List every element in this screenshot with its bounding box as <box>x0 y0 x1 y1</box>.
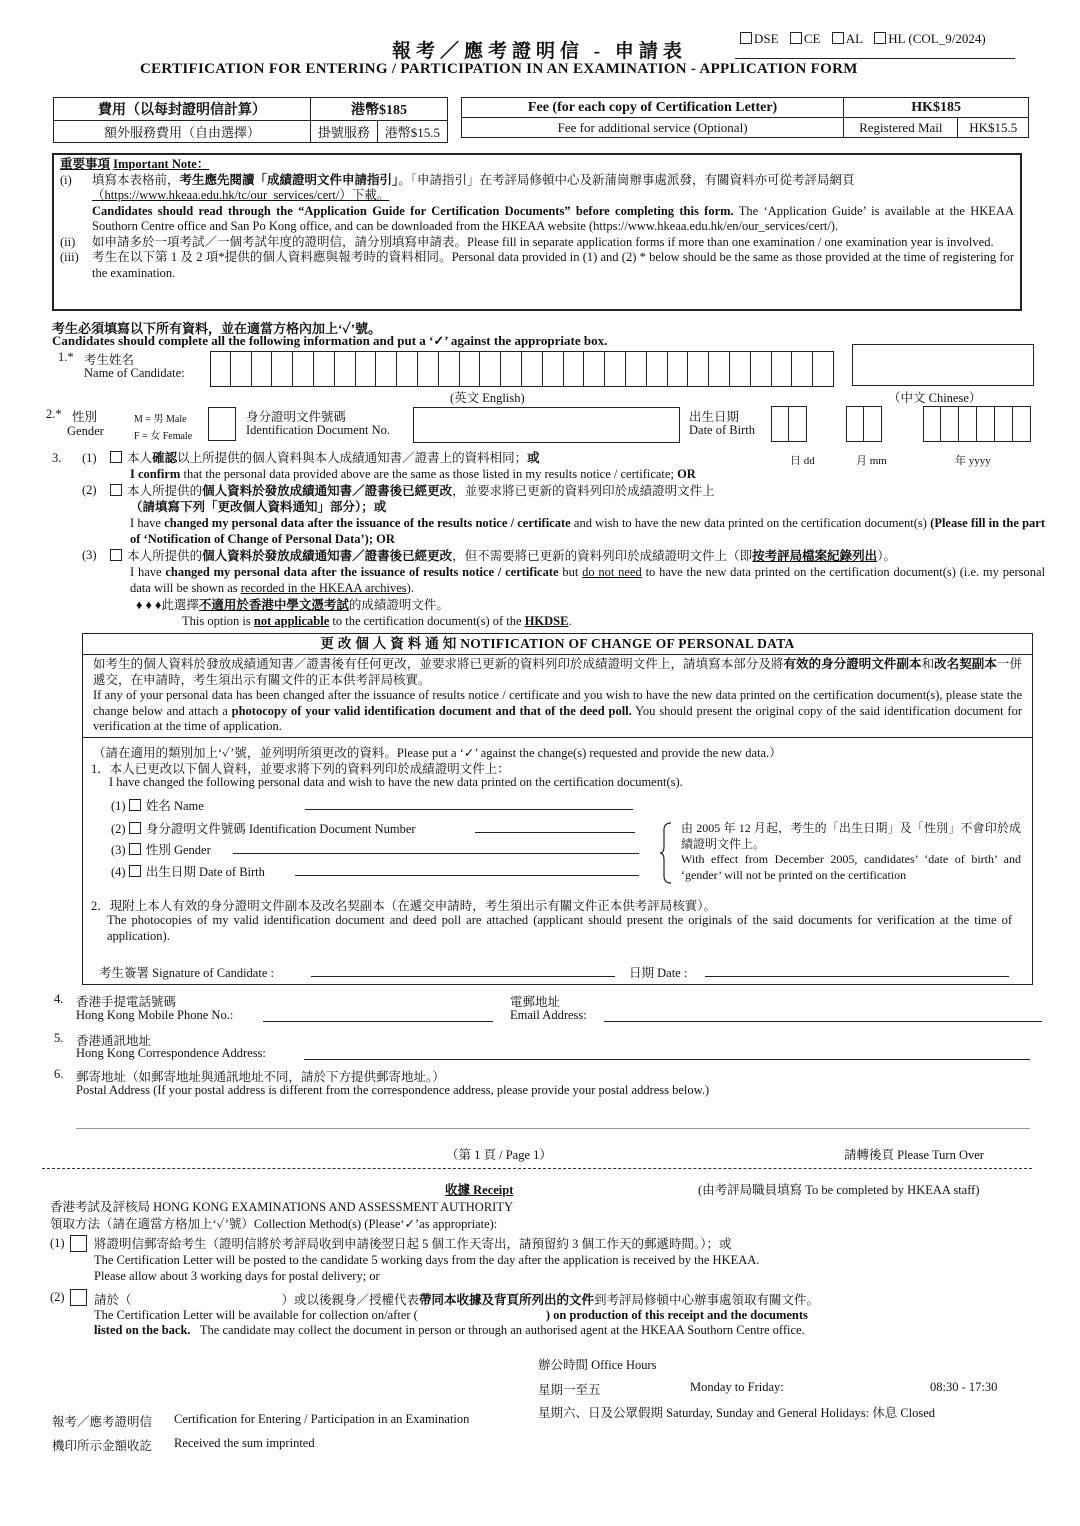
gender-label-zh: 性別 <box>72 410 98 424</box>
note-heading-en: Important Note： <box>113 157 210 171</box>
receipt-authority: 香港考試及評核局 HONG KONG EXAMINATIONS AND ASSESSMENT AUTHORITY <box>50 1200 513 1214</box>
dob-gender-notice <box>681 821 1021 883</box>
notification-intro <box>83 655 1032 738</box>
method2-checkbox[interactable] <box>70 1289 87 1306</box>
note-i-en: Candidates should read through the “Application Guide for Certification Documents” before completing this form. <box>92 203 734 218</box>
name-char-cell[interactable] <box>335 351 356 387</box>
method2-en-a: The Certification Letter will be available for collection on/after ( <box>94 1308 418 1322</box>
note-i-en-b: The ‘Application Guide’ is available at the HKEAA Southorn Centre office and San Po Kong office, and can be downloaded from the HKEAA website (https://www.hkeaa.edu.hk/en/our_services/cert/). <box>92 203 1014 233</box>
registered-mail-amount-en: HK$15.5 <box>958 118 1029 138</box>
receipt-sum-en: Received the sum imprinted <box>174 1436 315 1450</box>
change-gender-label: 性別 Gender <box>145 843 211 857</box>
notification-p1-zh: 1．本人已更改以下個人資料，並要求將下列的資料列印於成績證明文件上： <box>91 762 510 776</box>
change-gender-row <box>111 840 211 858</box>
option1-num: (1) <box>82 451 97 465</box>
intro-zh-a: 如考生的個人資料於發放成績通知書／證書後有任何更改，並要求將已更新的資料列印於成績證明文件上，請填寫本部分及將 <box>93 657 784 671</box>
method1-num: (1) <box>50 1236 65 1250</box>
change-id-num: (2) <box>111 822 126 836</box>
dob-yyyy-label: 年 yyyy <box>955 455 991 467</box>
option2-checkbox[interactable] <box>110 484 122 496</box>
name-chinese-input[interactable] <box>852 344 1034 386</box>
note-item-i <box>60 173 1014 235</box>
o3-zh-d: ）。 <box>877 549 896 563</box>
change-name-label: 姓名 Name <box>145 799 204 813</box>
address-label-en: Hong Kong Correspondence Address: <box>76 1046 266 1060</box>
name-char-cell[interactable] <box>439 351 460 387</box>
office-hours-title: 辦公時間 Office Hours <box>538 1358 657 1372</box>
o3-zh-b: ，但不需要將已更新的資料列印於成績證明文件上（即 <box>452 549 753 563</box>
name-char-cell[interactable] <box>501 351 522 387</box>
method1 <box>94 1236 759 1284</box>
intro-en-a: If any of your personal data has been changed after the issuance of results notice / certificate and you wish to have the new data printed on the certification document(s), please state the change below and attach a <box>93 688 1022 718</box>
registered-mail-en: Registered Mail <box>844 118 958 138</box>
note-i-zh-a: 填寫本表格前， <box>92 172 180 187</box>
method1-en1: The Certification Letter will be posted to the candidate 5 working days from the day after the application is received by the HKEAA. <box>94 1253 760 1267</box>
office-hours-weekend: 星期六、日及公眾假期 Saturday, Sunday and General Holidays: 休息 Closed <box>538 1406 936 1420</box>
o3-en-bold: changed my personal data after the issuance of results notice / certificate <box>165 565 559 579</box>
dse-en-b: not applicable <box>253 614 330 628</box>
turn-over: 請轉後頁 Please Turn Over <box>844 1148 984 1162</box>
note-item-i-num: (i) <box>60 172 72 187</box>
method2-en-b: The candidate may collect the document in person or through an authorised agent at the HKEAA Southorn Centre office. <box>199 1323 805 1337</box>
method2-num: (2) <box>50 1290 65 1304</box>
phone-label-zh: 香港手提電話號碼 <box>76 995 177 1009</box>
o3-zh-a: 本人所提供的 <box>127 549 203 563</box>
fee-extra-zh: 額外服務費用（自由選擇） <box>54 121 311 143</box>
tear-off-line <box>42 1168 1032 1169</box>
notification-box <box>82 633 1033 985</box>
name-char-cell[interactable] <box>730 351 751 387</box>
change-dob-row <box>111 862 265 880</box>
exam-dse-checkbox[interactable] <box>740 32 752 44</box>
note-item-iii-num: (iii) <box>60 250 79 264</box>
o1-zh-bold: 確認 <box>152 451 178 465</box>
change-dob-label: 出生日期 Date of Birth <box>145 865 265 879</box>
name-char-cell[interactable] <box>314 351 335 387</box>
postal-label-en: Postal Address (If your postal address is different from the correspondence address, please provide your postal address below.) <box>76 1083 710 1097</box>
change-id-checkbox[interactable] <box>129 822 141 834</box>
phone-input[interactable] <box>263 1021 493 1022</box>
gender-male-legend: M = 男 Male <box>134 414 187 425</box>
note-item-ii <box>60 235 1014 251</box>
dse-zh-c: 的成績證明文件。 <box>348 598 449 612</box>
notification-p2-zh: 2．現附上本人有效的身分證明文件副本及改名契副本（在遞交申請時，考生須出示有關文件正本供考評局核實）。 <box>91 899 717 913</box>
name-char-cell[interactable] <box>252 351 273 387</box>
exam-al-checkbox[interactable] <box>832 32 844 44</box>
dob-mm-label: 月 mm <box>856 455 887 467</box>
receipt-title: 收據 Receipt <box>445 1183 514 1197</box>
fee-label-en: Fee (for each copy of Certification Letter) <box>462 98 844 118</box>
o2-en-a: I have <box>130 516 161 530</box>
change-gender-num: (3) <box>111 843 126 857</box>
receipt-cert-en: Certification for Entering / Participation in an Examination <box>174 1412 470 1426</box>
form-title-zh: 報考／應考證明信 - 申請表 <box>392 41 687 62</box>
office-hours-weekday-time: 08:30 - 17:30 <box>930 1380 998 1394</box>
option2 <box>110 483 1045 547</box>
id-label-zh: 身分證明文件號碼 <box>246 410 347 424</box>
name-label-zh: 考生姓名 <box>84 353 135 367</box>
method2-zh-b: ）或以後親身／授權代表 <box>281 1293 420 1307</box>
change-name-num: (1) <box>111 799 126 813</box>
option3-num: (3) <box>82 548 97 562</box>
dse-en-e: . <box>568 614 572 628</box>
dob-dd-label: 日 dd <box>790 455 815 467</box>
instructions-en: Candidates should complete all the following information and put a ‘✓’ against the appropriate box. <box>52 333 608 348</box>
o1-en: that the personal data provided above are the same as those listed in my results notice / certificate; <box>183 466 674 481</box>
o3-zh-bold: 個人資料於發放成績通知書／證書後已經更改 <box>202 549 453 563</box>
dob-label-zh: 出生日期 <box>689 410 740 424</box>
exam-hl-checkbox[interactable] <box>874 32 886 44</box>
o1-zh-b: 以上所提供的個人資料與本人成績通知書／證書上的資料相同； <box>177 451 528 465</box>
o3-en-a: I have <box>130 565 162 579</box>
fee-label-zh: 費用（以每封證明信計算） <box>54 98 311 121</box>
intro-zh-b: 和 <box>921 657 935 671</box>
name-char-cell[interactable] <box>210 351 231 387</box>
name-char-cell[interactable] <box>293 351 314 387</box>
name-char-cell[interactable] <box>231 351 252 387</box>
change-dob-checkbox[interactable] <box>129 865 141 877</box>
email-label-en: Email Address: <box>510 1008 587 1022</box>
o2-en-bold: changed my personal data after the issuance of the results notice / certificate <box>164 516 571 530</box>
o2-zh-c: （請填寫下列「更改個人資料通知」部分）；或 <box>130 500 387 514</box>
name-char-cell[interactable] <box>480 351 501 387</box>
o3-en-b: but <box>562 565 579 579</box>
exam-type-checkboxes <box>740 31 994 47</box>
o1-en-or: OR <box>677 466 696 481</box>
o1-zh-a: 本人 <box>127 451 153 465</box>
option1 <box>110 451 790 482</box>
change-id-line[interactable] <box>475 832 635 833</box>
fee-table-en <box>461 97 1029 138</box>
chinese-label: （中文 Chinese） <box>888 391 982 405</box>
exam-dse-label: DSE <box>754 31 779 46</box>
o1-zh-or: 或 <box>527 451 540 465</box>
note-item-iii <box>60 250 1014 281</box>
o2-en-c: (Please fill in the part of ‘Notification of Change of Personal Data’); OR <box>130 516 1045 546</box>
option3 <box>110 548 1045 596</box>
name-num: 1.* <box>58 350 74 364</box>
fee-amount-en: HK$185 <box>844 98 1029 118</box>
receipt-staff-note: (由考評局職員填寫 To be completed by HKEAA staff) <box>698 1183 980 1197</box>
registered-mail-amount-zh: 港幣$15.5 <box>377 121 447 143</box>
dse-en-d: HKDSE <box>524 614 569 628</box>
name-char-cell[interactable] <box>522 351 543 387</box>
notification-p2-en: The photocopies of my valid identification document and deed poll are attached (applicant should present the originals of the said documents for verification at the time of application). <box>107 913 1012 943</box>
gender-female-legend: F = 女 Female <box>134 431 193 442</box>
office-hours-weekday-en: Monday to Friday: <box>690 1380 784 1394</box>
postal-input[interactable] <box>76 1128 1030 1129</box>
note-ii-text: 如申請多於一項考試／一個考試年度的證明信，請分別填寫申請表。Please fill in separate application forms if more than one examination / one examination year is involved. <box>92 234 994 249</box>
note-i-zh-url[interactable]: （https://www.hkeaa.edu.hk/tc/our_services/cert/）下載。 <box>92 188 390 202</box>
name-char-cell[interactable] <box>397 351 418 387</box>
name-char-cell[interactable] <box>626 351 647 387</box>
method1-zh: 將證明信郵寄給考生（證明信將於考評局收到申請後翌日起 5 個工作天寄出，請預留約 3 個工作天的郵遞時間。）；或 <box>94 1237 732 1251</box>
name-char-cell[interactable] <box>709 351 730 387</box>
method2-en-row2 <box>94 1323 805 1338</box>
exam-al-label: AL <box>845 31 864 46</box>
o3-en-e: recorded in the HKEAA archives <box>240 581 407 595</box>
name-char-cell[interactable] <box>688 351 709 387</box>
note-iii-text: 考生在以下第 1 及 2 項*提供的個人資料應與報考時的資料相同。Personal data provided in (1) and (2) * below should be the same as those provided at the time of registering for the examination. <box>92 250 1014 280</box>
name-char-cell[interactable] <box>460 351 481 387</box>
notification-p1-en: I have changed the following personal data and wish to have the new data printed on the certification document(s). <box>109 775 683 789</box>
intro-zh-bold2: 改名契副本 <box>934 657 997 671</box>
important-note-box <box>52 153 1022 311</box>
name-char-cell[interactable] <box>356 351 377 387</box>
method2-en-bold2: listed on the back. <box>94 1323 191 1337</box>
name-char-cell[interactable] <box>792 351 813 387</box>
dob-day-input[interactable] <box>771 406 807 442</box>
method2-zh-a: 請於（ <box>94 1293 132 1307</box>
side-note-zh: 由 2005 年 12 月起，考生的「出生日期」及「性別」不會印於成績證明文件上。 <box>681 821 1021 851</box>
change-dob-line[interactable] <box>295 875 639 876</box>
dse-en-a: This option is <box>182 614 251 628</box>
date-label: 日期 Date : <box>629 966 688 980</box>
exam-ce-label: CE <box>803 31 821 46</box>
notification-header <box>83 634 1032 655</box>
phone-num: 4. <box>54 992 64 1006</box>
o1-en-bold: I confirm <box>130 466 181 481</box>
postal-num: 6. <box>54 1067 64 1081</box>
change-dob-num: (4) <box>111 865 126 879</box>
dse-en-c: to the certification document(s) of the <box>332 614 522 628</box>
id-number-input[interactable] <box>413 407 680 443</box>
dse-not-applicable <box>136 597 572 629</box>
name-char-cell[interactable] <box>272 351 293 387</box>
receipt-sum-zh: 機印所示金額收訖 <box>52 1439 153 1453</box>
exam-ce-checkbox[interactable] <box>790 32 802 44</box>
postal-label-zh: 郵寄地址（如郵寄地址與通訊地址不同，請於下方提供郵寄地址。） <box>76 1070 445 1084</box>
diamond-icon: ♦ ♦ ♦ <box>136 598 162 612</box>
method1-en2: Please allow about 3 working days for postal delivery; or <box>94 1269 380 1283</box>
name-char-cell[interactable] <box>647 351 668 387</box>
instructions-zh: 考生必須填寫以下所有資料，並在適當方格內加上‘✓’號。 <box>52 321 382 336</box>
method2-zh-c: 到考評局修頓中心辦事處領取有關文件。 <box>594 1293 820 1307</box>
address-input[interactable] <box>304 1059 1030 1060</box>
name-char-cell[interactable] <box>751 351 772 387</box>
id-label-en: Identification Document No. <box>246 423 391 437</box>
fee-amount-zh: 港幣$185 <box>310 98 447 121</box>
gender-num: 2.* <box>46 407 62 421</box>
fee-extra-en: Fee for additional service (Optional) <box>462 118 844 138</box>
method2-en-row1 <box>94 1308 808 1323</box>
o2-en-b: and wish to have the new data printed on the certification document(s) <box>573 516 927 530</box>
english-label: (英文 English) <box>450 391 525 405</box>
method2-zh <box>94 1290 819 1308</box>
name-label-en: Name of Candidate: <box>84 366 185 380</box>
change-id-row <box>111 819 416 837</box>
name-char-cell[interactable] <box>813 351 834 387</box>
o3-en-c: do not need <box>582 565 642 579</box>
intro-zh-bold1: 有效的身分證明文件副本 <box>783 657 922 671</box>
side-note-en: With effect from December 2005, candidates’ ‘date of birth’ and ‘gender’ will not be printed on the certification <box>681 852 1021 882</box>
change-name-row <box>111 796 204 814</box>
o3-en-f: ). <box>406 581 414 595</box>
option1-checkbox[interactable] <box>110 451 122 463</box>
email-label-zh: 電郵地址 <box>510 995 561 1009</box>
intro-en-bold: photocopy of your valid identification document and that of the deed poll. <box>231 703 632 718</box>
phone-label-en: Hong Kong Mobile Phone No.: <box>76 1008 234 1022</box>
intro-zh-c: 一併遞交，在申請時，考生須出示有關文件的正本供考評局核實。 <box>93 657 1022 687</box>
o2-zh-b: ，並要求將已更新的資料列印於成績證明文件上 <box>452 484 715 498</box>
o2-zh-a: 本人所提供的 <box>127 484 203 498</box>
name-char-cell[interactable] <box>584 351 605 387</box>
name-char-cell[interactable] <box>418 351 439 387</box>
signature-line[interactable] <box>311 976 615 977</box>
name-char-cell[interactable] <box>564 351 585 387</box>
note-heading-zh: 重要事項 <box>60 157 111 171</box>
registered-mail-zh: 掛號服務 <box>310 121 377 143</box>
o3-en-d: to have the new data printed on the certification document(s) (i.e. my personal data will be shown as <box>130 565 1046 595</box>
o2-zh-bold: 個人資料於發放成績通知書／證書後已經更改 <box>202 484 453 498</box>
dob-year-input[interactable] <box>923 406 1031 442</box>
name-char-cell[interactable] <box>376 351 397 387</box>
date-line[interactable] <box>705 976 1009 977</box>
intro-en-b: You should present the original copy of the said identification document for verification at the time of application. <box>93 703 1022 733</box>
notification-put-tick: （請在適用的類別加上‘✓’號，並列明所須更改的資料。Please put a ‘✓’ against the change(s) requested and provide the new data.） <box>93 746 782 760</box>
office-hours-weekday-zh: 星期一至五 <box>538 1383 601 1397</box>
curly-brace-icon <box>659 822 673 884</box>
notification-header-en: NOTIFICATION OF CHANGE OF PERSONAL DATA <box>460 636 795 651</box>
dse-zh-b: 不適用於香港中學文憑考試 <box>198 598 349 612</box>
name-char-cell[interactable] <box>605 351 626 387</box>
fee-table-zh <box>53 97 448 143</box>
option2-num: (2) <box>82 483 97 497</box>
change-id-label: 身分證明文件號碼 Identification Document Number <box>145 822 416 836</box>
name-char-cell[interactable] <box>772 351 793 387</box>
section3-num: 3. <box>52 451 62 465</box>
receipt-method: 領取方法（請在適當方格加上‘✓’號）Collection Method(s) (Please‘✓’as appropriate): <box>50 1217 498 1231</box>
note-i-zh-bold: 考生應先閱讀「成績證明文件申請指引」 <box>179 172 399 187</box>
gender-label-en: Gender <box>67 424 104 438</box>
address-label-zh: 香港通訊地址 <box>76 1034 152 1048</box>
name-english-input[interactable] <box>210 351 834 387</box>
dse-zh-a: 此選擇 <box>161 598 199 612</box>
form-title-en: CERTIFICATION FOR ENTERING / PARTICIPATION IN AN EXAMINATION - APPLICATION FORM <box>140 61 858 77</box>
signature-label: 考生簽署 Signature of Candidate : <box>99 966 274 980</box>
email-input[interactable] <box>604 1021 1042 1022</box>
exam-hl-label: HL (COL_9/2024) <box>888 31 986 46</box>
method2-zh-bold: 帶同本收據及背頁所列出的文件 <box>419 1293 595 1307</box>
notification-header-zh: 更 改 個 人 資 料 通 知 <box>320 636 457 651</box>
dob-label-en: Date of Birth <box>689 423 755 437</box>
o3-zh-c: 按考評局檔案紀錄列出 <box>752 549 878 563</box>
change-gender-line[interactable] <box>233 853 639 854</box>
name-char-cell[interactable] <box>668 351 689 387</box>
method2-en-bold1: ) on production of this receipt and the documents <box>545 1308 808 1322</box>
dob-month-input[interactable] <box>846 406 882 442</box>
address-num: 5. <box>54 1031 64 1045</box>
change-name-line[interactable] <box>305 809 633 810</box>
name-char-cell[interactable] <box>543 351 564 387</box>
gender-input[interactable] <box>208 407 236 441</box>
note-i-zh-b: 。「申請指引」在考評局修頓中心及新蒲崗辦事處派發，有關資料亦可從考評局網頁 <box>398 172 855 187</box>
note-item-ii-num: (ii) <box>60 234 76 249</box>
header-rule <box>735 58 1015 59</box>
method1-checkbox[interactable] <box>70 1235 87 1252</box>
receipt-cert-zh: 報考／應考證明信 <box>52 1415 153 1429</box>
option3-checkbox[interactable] <box>110 549 122 561</box>
page-number: （第 1 頁 / Page 1） <box>446 1148 552 1162</box>
change-name-checkbox[interactable] <box>129 799 141 811</box>
change-gender-checkbox[interactable] <box>129 843 141 855</box>
